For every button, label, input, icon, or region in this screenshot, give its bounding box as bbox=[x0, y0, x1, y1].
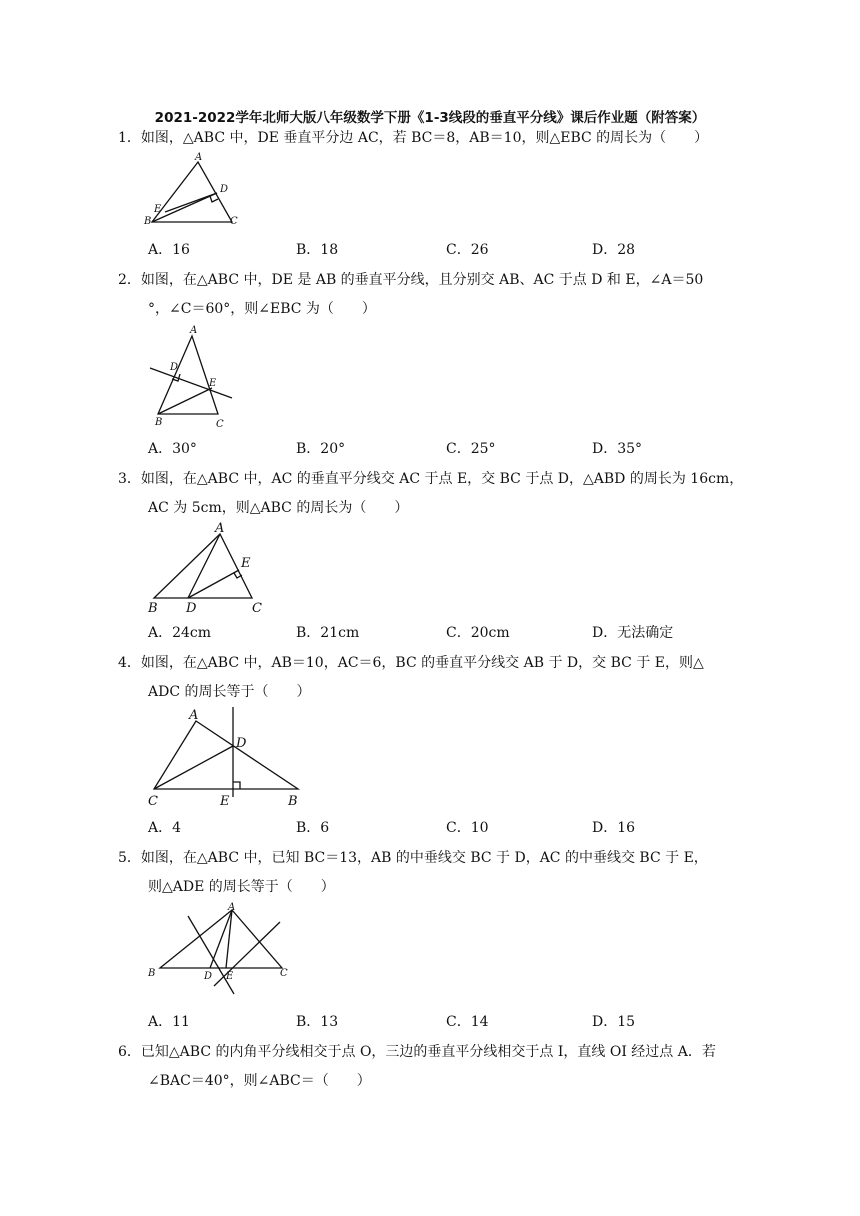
fig2-label-b: B bbox=[155, 417, 163, 428]
question-6-text-line-1: 6．已知△ABC 的内角平分线相交于点 O，三边的垂直平分线相交于点 I，直线 OI 经过点 A．若 bbox=[118, 1044, 716, 1060]
fig1-label-d: D bbox=[220, 184, 229, 195]
question-1-figure bbox=[140, 150, 250, 230]
question-2-text-line-2: °，∠C＝60°，则∠EBC 为（ ） bbox=[148, 301, 376, 317]
question-3-text-line-2: AC 为 5cm，则△ABC 的周长为（ ） bbox=[148, 500, 409, 516]
question-3-figure bbox=[140, 520, 280, 615]
q2-option-d: D．35° bbox=[592, 441, 643, 457]
fig4-label-d: D bbox=[236, 736, 247, 751]
question-5-text-line-2: 则△ADE 的周长等于（ ） bbox=[148, 879, 335, 895]
q2-option-c: C．25° bbox=[446, 441, 496, 457]
question-4-figure bbox=[140, 703, 310, 809]
fig2-label-e: E bbox=[209, 378, 217, 389]
fig2-label-c: C bbox=[216, 419, 224, 430]
q3-option-d: D．无法确定 bbox=[592, 625, 674, 641]
fig1-label-b: B bbox=[144, 216, 152, 227]
question-2-figure bbox=[140, 322, 250, 432]
question-3-text-line-1: 3．如图，在△ABC 中，AC 的垂直平分线交 AC 于点 E，交 BC 于点 D，△ABD 的周长为 16cm， bbox=[118, 471, 744, 487]
question-6-text-line-2: ∠BAC＝40°，则∠ABC＝（ ） bbox=[148, 1073, 371, 1089]
fig3-label-a: A bbox=[215, 521, 225, 536]
q3-option-a: A．24cm bbox=[148, 625, 212, 641]
question-4-text-line-2: ADC 的周长等于（ ） bbox=[148, 684, 311, 700]
q5-option-c: C．14 bbox=[446, 1014, 489, 1030]
fig4-label-c: C bbox=[148, 794, 158, 809]
fig3-label-b: B bbox=[148, 601, 158, 615]
question-5-text-line-1: 5．如图，在△ABC 中，已知 BC＝13，AB 的中垂线交 BC 于 D，AC 的中垂线交 BC 于 E， bbox=[118, 850, 708, 866]
fig1-label-e: E bbox=[154, 204, 162, 215]
q1-option-a: A．16 bbox=[148, 242, 190, 258]
fig3-label-d: D bbox=[186, 601, 197, 615]
q1-option-c: C．26 bbox=[446, 242, 489, 258]
fig5-label-e: E bbox=[226, 971, 234, 982]
fig4-label-b: B bbox=[288, 794, 298, 809]
q4-option-c: C．10 bbox=[446, 820, 489, 836]
q1-option-b: B．18 bbox=[296, 242, 339, 258]
q5-option-a: A．11 bbox=[148, 1014, 190, 1030]
q1-option-d: D．28 bbox=[592, 242, 636, 258]
fig4-label-e: E bbox=[220, 794, 230, 809]
q4-option-b: B．6 bbox=[296, 820, 330, 836]
question-2-text-line-1: 2．如图，在△ABC 中，DE 是 AB 的垂直平分线，且分别交 AB、AC 于点 D 和 E，∠A＝50 bbox=[118, 272, 704, 288]
q4-option-a: A．4 bbox=[148, 820, 182, 836]
fig1-label-a: A bbox=[195, 152, 203, 163]
fig2-label-a: A bbox=[190, 325, 198, 336]
fig5-label-d: D bbox=[204, 971, 213, 982]
fig3-label-c: C bbox=[252, 601, 262, 615]
fig3-label-e: E bbox=[241, 556, 251, 571]
q4-option-d: D．16 bbox=[592, 820, 636, 836]
q2-option-b: B．20° bbox=[296, 441, 346, 457]
q5-option-b: B．13 bbox=[296, 1014, 339, 1030]
fig2-label-d: D bbox=[170, 362, 179, 373]
q3-option-c: C．20cm bbox=[446, 625, 510, 641]
fig5-label-b: B bbox=[148, 968, 156, 979]
document-title: 2021-2022学年北师大版八年级数学下册《1-3线段的垂直平分线》课后作业题（附答案） bbox=[154, 110, 706, 126]
fig4-label-a: A bbox=[189, 708, 199, 723]
question-5-figure bbox=[140, 898, 300, 998]
question-4-text-line-1: 4．如图，在△ABC 中，AB＝10，AC＝6，BC 的垂直平分线交 AB 于 D，交 BC 于 E，则△ bbox=[118, 655, 704, 671]
q2-option-a: A．30° bbox=[148, 441, 197, 457]
question-1-text: 1．如图，△ABC 中，DE 垂直平分边 AC，若 BC＝8，AB＝10，则△EBC 的周长为（ ） bbox=[118, 130, 709, 146]
fig5-label-a: A bbox=[228, 902, 236, 913]
q3-option-b: B．21cm bbox=[296, 625, 360, 641]
fig5-label-c: C bbox=[280, 968, 288, 979]
fig1-label-c: C bbox=[230, 216, 238, 227]
q5-option-d: D．15 bbox=[592, 1014, 636, 1030]
